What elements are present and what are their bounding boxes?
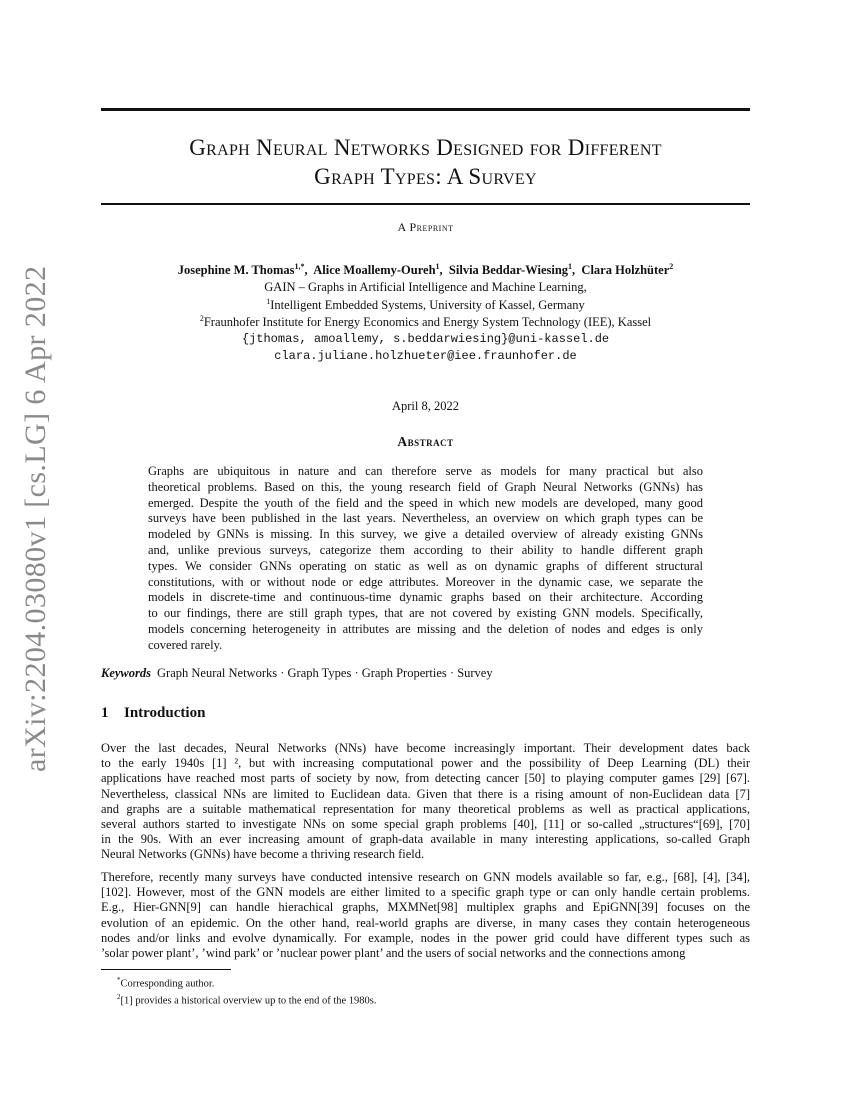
author-name: Clara Holzhüter: [581, 263, 670, 277]
title-bottom-rule: [101, 203, 750, 205]
paragraph-line: and graphs are a suitable mathematical representation for many theoretical problems as well as practical applications,: [101, 801, 750, 816]
footnotes: [117, 974, 377, 1008]
paragraph-line: Neural Networks (GNNs) have become a thriving research field.: [101, 847, 425, 862]
paragraph-line: applications have reached most parts of society by now, from detecting cancer [50] to playing computer games [29] [67].: [101, 771, 750, 786]
footnote-2: $^2$[1] provides a historical overview up to the end of the 1980s.: [117, 993, 377, 1007]
preprint-label: A Preprint: [397, 220, 454, 234]
footnote-rule: [101, 969, 231, 970]
section-number: 1: [101, 705, 109, 721]
author-name: Josephine M. Thomas: [177, 263, 295, 277]
abstract-line: surveys have been published in the last years. Nevertheless, an overview on which graph types can be: [148, 511, 703, 526]
paragraph-1: [101, 741, 750, 863]
paragraph-line: several authors started to investigate NNs on some special graph problems [40], [11] or so-called „structures“[69], [70]: [101, 817, 750, 832]
paragraph-line: E.g., Hier-GNN[9] can handle hierachical graphs, MXMNet[98] multiplex graphs and EpiGNN[39] focuses on the: [101, 900, 750, 915]
paragraph-line: evolution of an epidemic. On the other hand, real-world graphs are diverse, in many cases they contain heterogeneous: [101, 915, 750, 930]
paragraph-line: to the early 1940s [1] ², but with increasing computational power and the possibility of Deep Learning (DL) their: [101, 756, 750, 771]
paragraph-line: ’solar power plant’, ’wind park’ or ’nuclear power plant’ and the users of social networks and the connections among: [101, 946, 686, 961]
paragraph-line: Over the last decades, Neural Networks (NNs) have become increasingly important. Their development dates back: [101, 741, 750, 755]
abstract-line: covered rarely.: [148, 637, 223, 652]
section-title: Introduction: [124, 705, 206, 721]
abstract-line: models concerning heterogeneity in attributes are missing and the deletion of nodes and edges is only: [148, 621, 703, 636]
abstract-line: theoretical problems. Based on this, the young research field of Graph Neural Networks (GNNs) has: [148, 479, 703, 494]
author-affiliation-mark: 1: [435, 261, 440, 271]
paragraph-line: Therefore, recently many surveys have conducted intensive research on GNN models available so far, e.g., [68], [4], [34],: [101, 870, 750, 884]
abstract-line: to our findings, there are still graph types, that are not covered by existing GNN models. Specifically,: [148, 606, 703, 621]
author-affiliation-mark: 1,*: [294, 261, 305, 271]
keywords-label: Keywords: [101, 666, 151, 680]
keywords-text: Graph Neural Networks · Graph Types · Graph Properties · Survey: [157, 666, 493, 680]
author-name: Alice Moallemy-Oureh: [313, 263, 436, 277]
title-line-1: Graph Neural Networks Designed for Different: [189, 135, 662, 160]
arxiv-stamp: arXiv:2204.03080v1 [cs.LG] 6 Apr 2022: [19, 265, 52, 772]
email-line-2[interactable]: clara.juliane.holzhueter@iee.fraunhofer.de: [274, 349, 577, 364]
paragraph-line: in the 90s. With an ever increasing amount of graph-data available in many interesting applications, so-called Graph: [101, 832, 750, 847]
abstract-line: and, unlike previous surveys, categorize them according to their ability to handle different graph: [148, 542, 703, 557]
keywords-line: [101, 666, 493, 681]
paragraph-line: Nevertheless, classical NNs are limited to Euclidean data. Given that there is a rising amount of non-Euclidean data [7]: [101, 786, 750, 801]
section-heading: [101, 705, 205, 722]
email-line-1[interactable]: {jthomas, amoallemy, s.beddarwiesing}@uni-kassel.de: [241, 332, 610, 347]
title-top-rule: [101, 108, 750, 111]
abstract-line: emerged. Despite the youth of the field and the speed in which new models are developed, many good: [148, 495, 703, 510]
affiliation-2: $^2$Fraunhofer Institute for Energy Economics and Energy System Technology (IEE), Kassel: [199, 313, 652, 329]
abstract-line: types. We consider GNNs operating on static as well as on dynamic graphs of different structural: [148, 558, 703, 573]
abstract-line: modeled by GNNs is missing. In this survey, we give a detailed overview of already existing GNNs: [148, 527, 703, 542]
footnote-1: *Corresponding author.: [117, 976, 215, 990]
affiliation-1: $^1$Intelligent Embedded Systems, University of Kassel, Germany: [266, 296, 585, 312]
title-line-2: Graph Types: A Survey: [314, 164, 537, 189]
author-affiliation-mark: 2: [669, 261, 674, 271]
research-group: GAIN – Graphs in Artificial Intelligence and Machine Learning,: [264, 280, 587, 295]
author-affiliation-mark: 1: [568, 261, 573, 271]
abstract-line: Graphs are ubiquitous in nature and can therefore serve as models for many practical but also: [148, 464, 703, 478]
paragraph-line: nodes and/or links and evolve dynamically. For example, nodes in the power grid could have different types such as: [101, 930, 750, 945]
author-name: Silvia Beddar-Wiesing: [448, 263, 569, 277]
abstract-body: [148, 464, 703, 654]
author-list: Josephine M. Thomas$^{1,*}$, Alice Moallemy-Oureh$^1$, Silvia Beddar-Wiesing$^1$, Clara Holzhüter$^2$: [177, 261, 674, 277]
abstract-line: models in discrete-time and continuous-time dynamic graphs based on their architecture. According: [148, 590, 703, 605]
abstract-line: constitutions, with or without node or edge attributes. Moreover in the dynamic case, we separate the: [148, 574, 703, 589]
paragraph-2: [101, 870, 750, 961]
paragraph-line: [102]. However, most of the GNN models are either limited to a specific graph type or can only handle certain problems.: [101, 885, 750, 900]
paper-title: [101, 133, 750, 191]
authors-block: [101, 262, 750, 366]
publication-date: April 8, 2022: [391, 399, 459, 413]
abstract-heading: Abstract: [397, 434, 454, 449]
